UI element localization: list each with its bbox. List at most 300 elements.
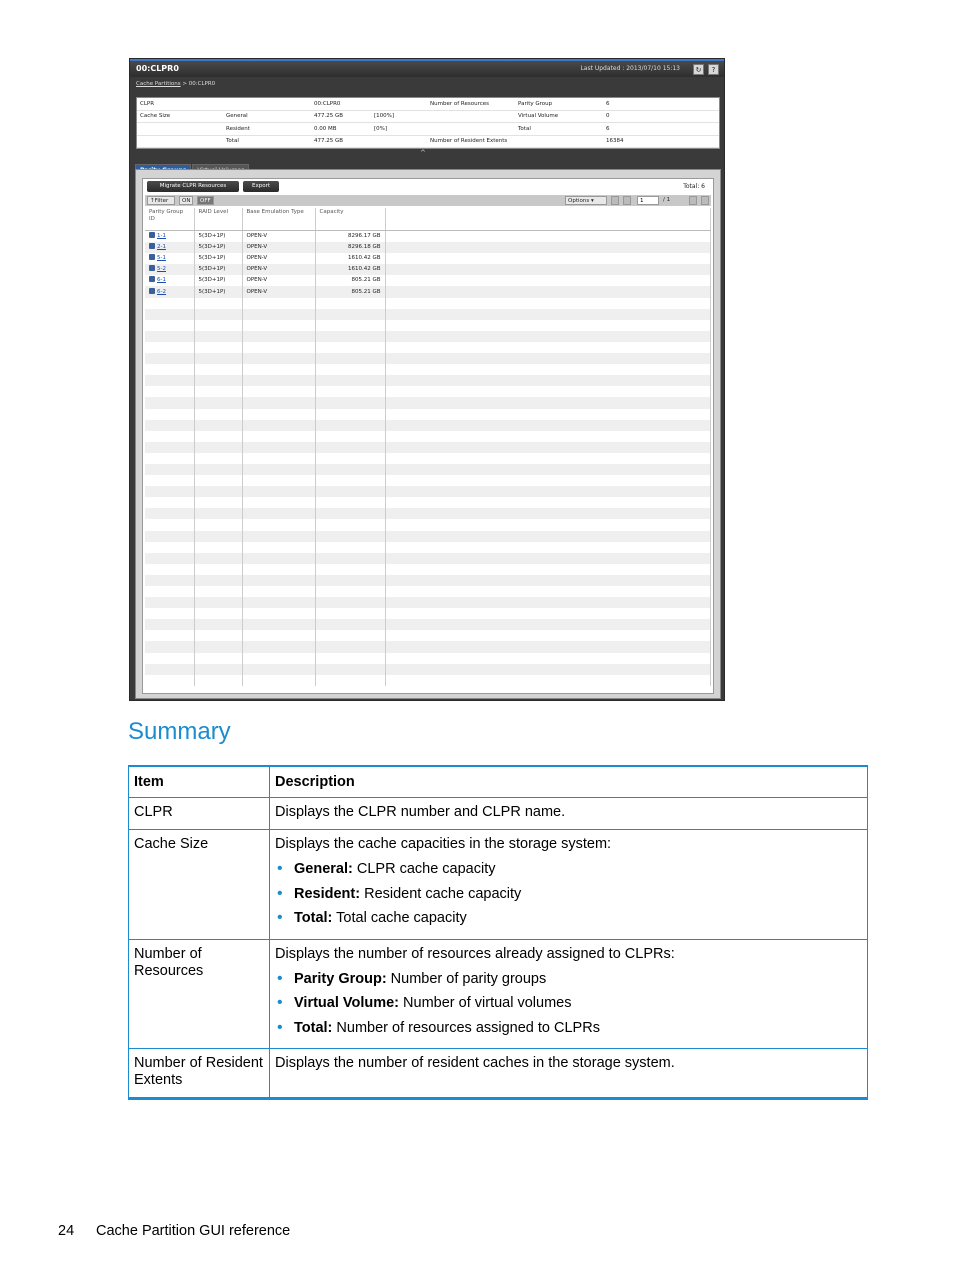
cell-parity-group-id (145, 242, 194, 253)
table-row[interactable] (145, 264, 711, 275)
cell-empty (242, 575, 315, 586)
empty-table-row (145, 641, 711, 652)
page-number-input[interactable]: 1 (637, 196, 659, 205)
cell-empty (194, 508, 242, 519)
cell-empty (194, 442, 242, 453)
cell-empty (242, 531, 315, 542)
bullet-term: Parity Group: (294, 970, 387, 987)
next-page-icon[interactable] (689, 196, 697, 205)
cell-empty (315, 298, 385, 309)
cell-empty (385, 253, 711, 264)
cell-empty (145, 486, 194, 497)
table-row[interactable] (145, 253, 711, 264)
cell-empty (315, 597, 385, 608)
parity-group-icon (149, 243, 155, 249)
empty-table-row (145, 375, 711, 386)
bullet-text: Resident cache capacity (360, 885, 522, 902)
cell-emulation-type: OPEN-V (242, 286, 315, 297)
cell-empty (315, 453, 385, 464)
cell-empty (194, 519, 242, 530)
cell-empty (242, 331, 315, 342)
cell-empty (145, 553, 194, 564)
cell-empty (194, 409, 242, 420)
chevron-down-icon: ▾ (590, 198, 594, 204)
cell-empty (315, 431, 385, 442)
cell-empty (385, 264, 711, 275)
options-label: Options (568, 198, 590, 204)
description-cell (270, 798, 868, 830)
cell-empty (145, 353, 194, 364)
migrate-clpr-resources-button[interactable]: Migrate CLPR Resources (147, 181, 239, 192)
cell-empty (145, 641, 194, 652)
cell-empty (385, 320, 711, 331)
bullet-text: Number of parity groups (386, 970, 547, 987)
cell-empty (242, 320, 315, 331)
list-item (275, 882, 862, 907)
cell-empty (315, 575, 385, 586)
table-header-row (145, 208, 711, 231)
list-item (275, 857, 862, 882)
breadcrumb-separator: > (182, 81, 187, 87)
cell-empty (315, 397, 385, 408)
column-header-capacity[interactable]: Capacity (315, 208, 385, 231)
filter-bar (145, 195, 711, 206)
cell-empty (145, 542, 194, 553)
cell-empty (145, 342, 194, 353)
table-row (129, 939, 868, 1049)
cell-empty (385, 231, 711, 243)
cell-empty (315, 664, 385, 675)
action-bar (145, 181, 711, 193)
filter-icon: ↑ (150, 198, 155, 204)
summary-value: 00:CLPR0 (311, 98, 371, 110)
options-dropdown[interactable] (565, 196, 607, 205)
cell-raid-level: 5(3D+1P) (194, 264, 242, 275)
empty-table-row (145, 442, 711, 453)
cell-empty (145, 442, 194, 453)
cell-empty (194, 298, 242, 309)
cell-empty (242, 397, 315, 408)
cell-empty (242, 641, 315, 652)
bullet-text: Total cache capacity (332, 910, 467, 926)
cell-empty (315, 508, 385, 519)
cell-empty (145, 331, 194, 342)
cell-raid-level: 5(3D+1P) (194, 231, 242, 243)
cell-capacity: 805.21 GB (315, 286, 385, 297)
cell-empty (315, 331, 385, 342)
cell-empty (315, 320, 385, 331)
empty-table-row (145, 575, 711, 586)
cell-parity-group-id (145, 286, 194, 297)
empty-table-row (145, 364, 711, 375)
cell-empty (242, 475, 315, 486)
cell-empty (315, 386, 385, 397)
empty-table-row (145, 475, 711, 486)
summary-value: 6 (603, 98, 719, 110)
cell-empty (315, 630, 385, 641)
bullet-list (275, 967, 862, 1041)
empty-table-row (145, 497, 711, 508)
cell-empty (385, 420, 711, 431)
cell-empty (242, 431, 315, 442)
cell-empty (385, 653, 711, 664)
cell-empty (315, 420, 385, 431)
description-text: Displays the number of resources already assigned to CLPRs: (275, 945, 675, 962)
parity-group-link[interactable]: 6-2 (157, 288, 166, 295)
cell-empty (194, 353, 242, 364)
cell-parity-group-id (145, 253, 194, 264)
cell-empty (242, 542, 315, 553)
empty-table-row (145, 586, 711, 597)
cell-empty (315, 608, 385, 619)
cell-empty (315, 553, 385, 564)
empty-table-row (145, 653, 711, 664)
bullet-term: General: (294, 861, 353, 877)
empty-table-row (145, 431, 711, 442)
footer-title: Cache Partition GUI reference (96, 1223, 291, 1239)
cell-empty (145, 298, 194, 309)
summary-label: General (223, 110, 311, 123)
cell-empty (315, 564, 385, 575)
cell-empty (145, 375, 194, 386)
bullet-list (275, 857, 862, 931)
description-cell (270, 830, 868, 940)
cell-empty (145, 608, 194, 619)
column-header-emulation-type[interactable]: Base Emulation Type (242, 208, 315, 231)
table-row[interactable] (145, 242, 711, 253)
filter-label: Filter (154, 198, 169, 204)
table-row (129, 798, 868, 830)
table-row (129, 830, 868, 940)
summary-label: Cache Size (137, 110, 223, 123)
cell-empty (242, 497, 315, 508)
breadcrumb-current: 00:CLPR0 (188, 81, 216, 87)
cell-empty (145, 364, 194, 375)
summary-value: 477.25 GB (311, 110, 371, 123)
cell-empty (145, 431, 194, 442)
cell-empty (242, 519, 315, 530)
cell-empty (194, 486, 242, 497)
cell-empty (385, 431, 711, 442)
cell-empty (242, 630, 315, 641)
column-header-parity-group-id[interactable]: Parity Group ID (145, 208, 194, 231)
cell-empty (315, 519, 385, 530)
cell-empty (385, 519, 711, 530)
table-row[interactable] (145, 231, 711, 243)
cell-empty (385, 242, 711, 253)
cell-emulation-type: OPEN-V (242, 242, 315, 253)
bullet-text: CLPR cache capacity (352, 861, 496, 877)
cell-empty (315, 586, 385, 597)
list-item (275, 967, 862, 992)
cell-emulation-type: OPEN-V (242, 253, 315, 264)
cell-empty (315, 497, 385, 508)
cell-empty (194, 320, 242, 331)
cell-empty (385, 409, 711, 420)
cell-empty (315, 653, 385, 664)
summary-value: 0.00 MB (311, 123, 371, 136)
cell-empty (242, 486, 315, 497)
empty-table-row (145, 420, 711, 431)
cell-empty (385, 630, 711, 641)
cell-raid-level: 5(3D+1P) (194, 253, 242, 264)
cell-empty (145, 475, 194, 486)
table-header-row (129, 766, 868, 798)
cell-empty (385, 275, 711, 286)
cell-empty (315, 353, 385, 364)
section-heading: Summary (128, 718, 231, 745)
empty-table-row (145, 453, 711, 464)
cell-emulation-type: OPEN-V (242, 231, 315, 243)
cell-parity-group-id (145, 231, 194, 243)
list-item (275, 906, 862, 931)
cell-empty (242, 386, 315, 397)
cell-empty (194, 309, 242, 320)
cell-empty (242, 564, 315, 575)
cell-empty (242, 664, 315, 675)
cell-empty (385, 309, 711, 320)
export-button[interactable]: Export (243, 181, 279, 192)
cell-empty (385, 597, 711, 608)
cell-empty (145, 386, 194, 397)
cell-empty (194, 586, 242, 597)
parity-group-icon (149, 265, 155, 271)
cell-empty (315, 342, 385, 353)
cell-empty (315, 309, 385, 320)
cell-empty (385, 342, 711, 353)
clpr-summary-panel (136, 97, 720, 149)
bullet-text: Number of resources assigned to CLPRs (332, 1019, 600, 1036)
breadcrumb (136, 81, 215, 87)
description-cell (270, 1049, 868, 1099)
cell-empty (385, 619, 711, 630)
bullet-term: Total: (294, 1019, 333, 1036)
empty-table-row (145, 464, 711, 475)
cell-empty (145, 564, 194, 575)
cell-empty (242, 409, 315, 420)
parity-group-link[interactable]: 6-1 (157, 277, 166, 284)
cell-empty (194, 453, 242, 464)
cell-empty (315, 464, 385, 475)
cell-empty (145, 619, 194, 630)
cell-empty (145, 397, 194, 408)
clpr-screenshot (129, 58, 725, 701)
cell-empty (194, 497, 242, 508)
cell-empty (315, 619, 385, 630)
window-title: 00:CLPR0 (136, 64, 179, 73)
cell-capacity: 805.21 GB (315, 275, 385, 286)
cell-emulation-type: OPEN-V (242, 264, 315, 275)
cell-empty (145, 508, 194, 519)
last-updated: Last Updated : 2013/07/10 15:13 (580, 65, 680, 72)
cell-empty (385, 497, 711, 508)
cell-empty (315, 475, 385, 486)
parity-group-icon (149, 276, 155, 282)
cell-capacity: 1610.42 GB (315, 264, 385, 275)
cell-empty (385, 453, 711, 464)
cell-empty (194, 331, 242, 342)
cell-empty (194, 531, 242, 542)
tab-content-pane (135, 169, 721, 699)
empty-table-row (145, 386, 711, 397)
cell-empty (385, 397, 711, 408)
cell-empty (145, 531, 194, 542)
cell-empty (315, 486, 385, 497)
summary-label: Total (223, 135, 311, 148)
cell-empty (242, 675, 315, 686)
cell-capacity: 1610.42 GB (315, 253, 385, 264)
cell-empty (242, 298, 315, 309)
parity-group-link[interactable]: 1-1 (157, 233, 166, 240)
cell-empty (385, 364, 711, 375)
first-page-icon[interactable] (611, 196, 619, 205)
bullet-text: Number of virtual volumes (399, 995, 572, 1011)
help-button[interactable]: ? (708, 64, 719, 75)
cell-empty (242, 342, 315, 353)
cell-empty (145, 420, 194, 431)
parity-group-icon (149, 232, 155, 238)
cell-empty (194, 431, 242, 442)
cell-empty (145, 675, 194, 686)
cell-empty (385, 608, 711, 619)
cell-empty (315, 542, 385, 553)
cell-empty (242, 464, 315, 475)
cell-empty (385, 298, 711, 309)
column-header-item: Item (129, 766, 270, 798)
summary-label: Number of Resident Extents (427, 135, 603, 148)
cell-empty (194, 420, 242, 431)
description-text: Displays the number of resident caches in the storage system. (275, 1055, 675, 1071)
cell-empty (145, 409, 194, 420)
cell-empty (385, 464, 711, 475)
bullet-term: Resident: (294, 885, 361, 902)
cell-empty (194, 675, 242, 686)
cell-empty (315, 409, 385, 420)
cell-empty (242, 597, 315, 608)
cell-raid-level: 5(3D+1P) (194, 242, 242, 253)
empty-table-row (145, 542, 711, 553)
empty-table-row (145, 597, 711, 608)
cell-empty (385, 553, 711, 564)
cell-empty (145, 519, 194, 530)
cell-empty (194, 653, 242, 664)
empty-table-row (145, 331, 711, 342)
cell-empty (194, 575, 242, 586)
cell-empty (242, 608, 315, 619)
table-row[interactable] (145, 286, 711, 297)
filter-off-toggle[interactable]: OFF (197, 196, 214, 205)
cell-empty (242, 586, 315, 597)
cell-empty (145, 575, 194, 586)
summary-value: 477.25 GB (311, 135, 371, 148)
cell-empty (242, 508, 315, 519)
empty-table-row (145, 486, 711, 497)
cell-empty (194, 364, 242, 375)
cell-empty (145, 586, 194, 597)
description-cell (270, 939, 868, 1049)
breadcrumb-cache-partitions[interactable]: Cache Partitions (136, 81, 181, 87)
cell-empty (145, 664, 194, 675)
cell-empty (194, 553, 242, 564)
collapse-icon[interactable]: ^ (420, 149, 426, 157)
item-cell: CLPR (129, 798, 270, 830)
empty-table-row (145, 298, 711, 309)
parity-group-icon (149, 254, 155, 260)
empty-table-row (145, 608, 711, 619)
empty-table-row (145, 553, 711, 564)
empty-table-row (145, 675, 711, 686)
list-item (275, 1016, 862, 1041)
empty-table-row (145, 508, 711, 519)
empty-table-row (145, 342, 711, 353)
column-header-raid-level[interactable]: RAID Level (194, 208, 242, 231)
summary-value: [0%] (371, 123, 427, 136)
cell-empty (385, 586, 711, 597)
empty-table-row (145, 519, 711, 530)
cell-empty (385, 375, 711, 386)
cell-empty (242, 442, 315, 453)
filter-on-toggle[interactable]: ON (179, 196, 193, 205)
last-page-icon[interactable] (701, 196, 709, 205)
cell-empty (194, 397, 242, 408)
cell-empty (385, 564, 711, 575)
cell-empty (385, 675, 711, 686)
cell-empty (242, 653, 315, 664)
cell-empty (194, 608, 242, 619)
empty-table-row (145, 564, 711, 575)
cell-empty (385, 442, 711, 453)
cell-empty (385, 542, 711, 553)
bullet-term: Virtual Volume: (294, 995, 400, 1011)
cell-empty (145, 497, 194, 508)
description-text: Displays the cache capacities in the storage system: (275, 836, 612, 852)
parity-groups-table (145, 208, 711, 686)
summary-value: 16384 (603, 135, 719, 148)
cell-parity-group-id (145, 264, 194, 275)
empty-table-row (145, 397, 711, 408)
item-cell: Cache Size (129, 830, 270, 940)
parity-group-link[interactable]: 5-2 (157, 266, 166, 273)
cell-empty (385, 353, 711, 364)
cell-empty (194, 464, 242, 475)
cell-empty (145, 320, 194, 331)
cell-empty (385, 475, 711, 486)
summary-label: Number of Resources (427, 98, 515, 110)
cell-empty (145, 653, 194, 664)
cell-empty (385, 486, 711, 497)
tab-bar (135, 157, 250, 168)
refresh-icon[interactable]: ↻ (693, 64, 704, 75)
cell-empty (242, 375, 315, 386)
summary-label: CLPR (137, 98, 223, 110)
cell-parity-group-id (145, 275, 194, 286)
filter-button[interactable] (147, 196, 175, 205)
page-total: / 1 (663, 197, 671, 203)
cell-capacity: 8296.18 GB (315, 242, 385, 253)
parity-group-link[interactable]: 5-1 (157, 255, 166, 262)
cell-empty (315, 364, 385, 375)
parity-group-link[interactable]: 2-1 (157, 244, 166, 251)
cell-empty (385, 575, 711, 586)
cell-empty (315, 375, 385, 386)
cell-empty (315, 675, 385, 686)
table-row (129, 1049, 868, 1099)
cell-empty (194, 475, 242, 486)
table-row[interactable] (145, 275, 711, 286)
cell-emulation-type: OPEN-V (242, 275, 315, 286)
prev-page-icon[interactable] (623, 196, 631, 205)
total-count: Total: 6 (683, 183, 705, 190)
